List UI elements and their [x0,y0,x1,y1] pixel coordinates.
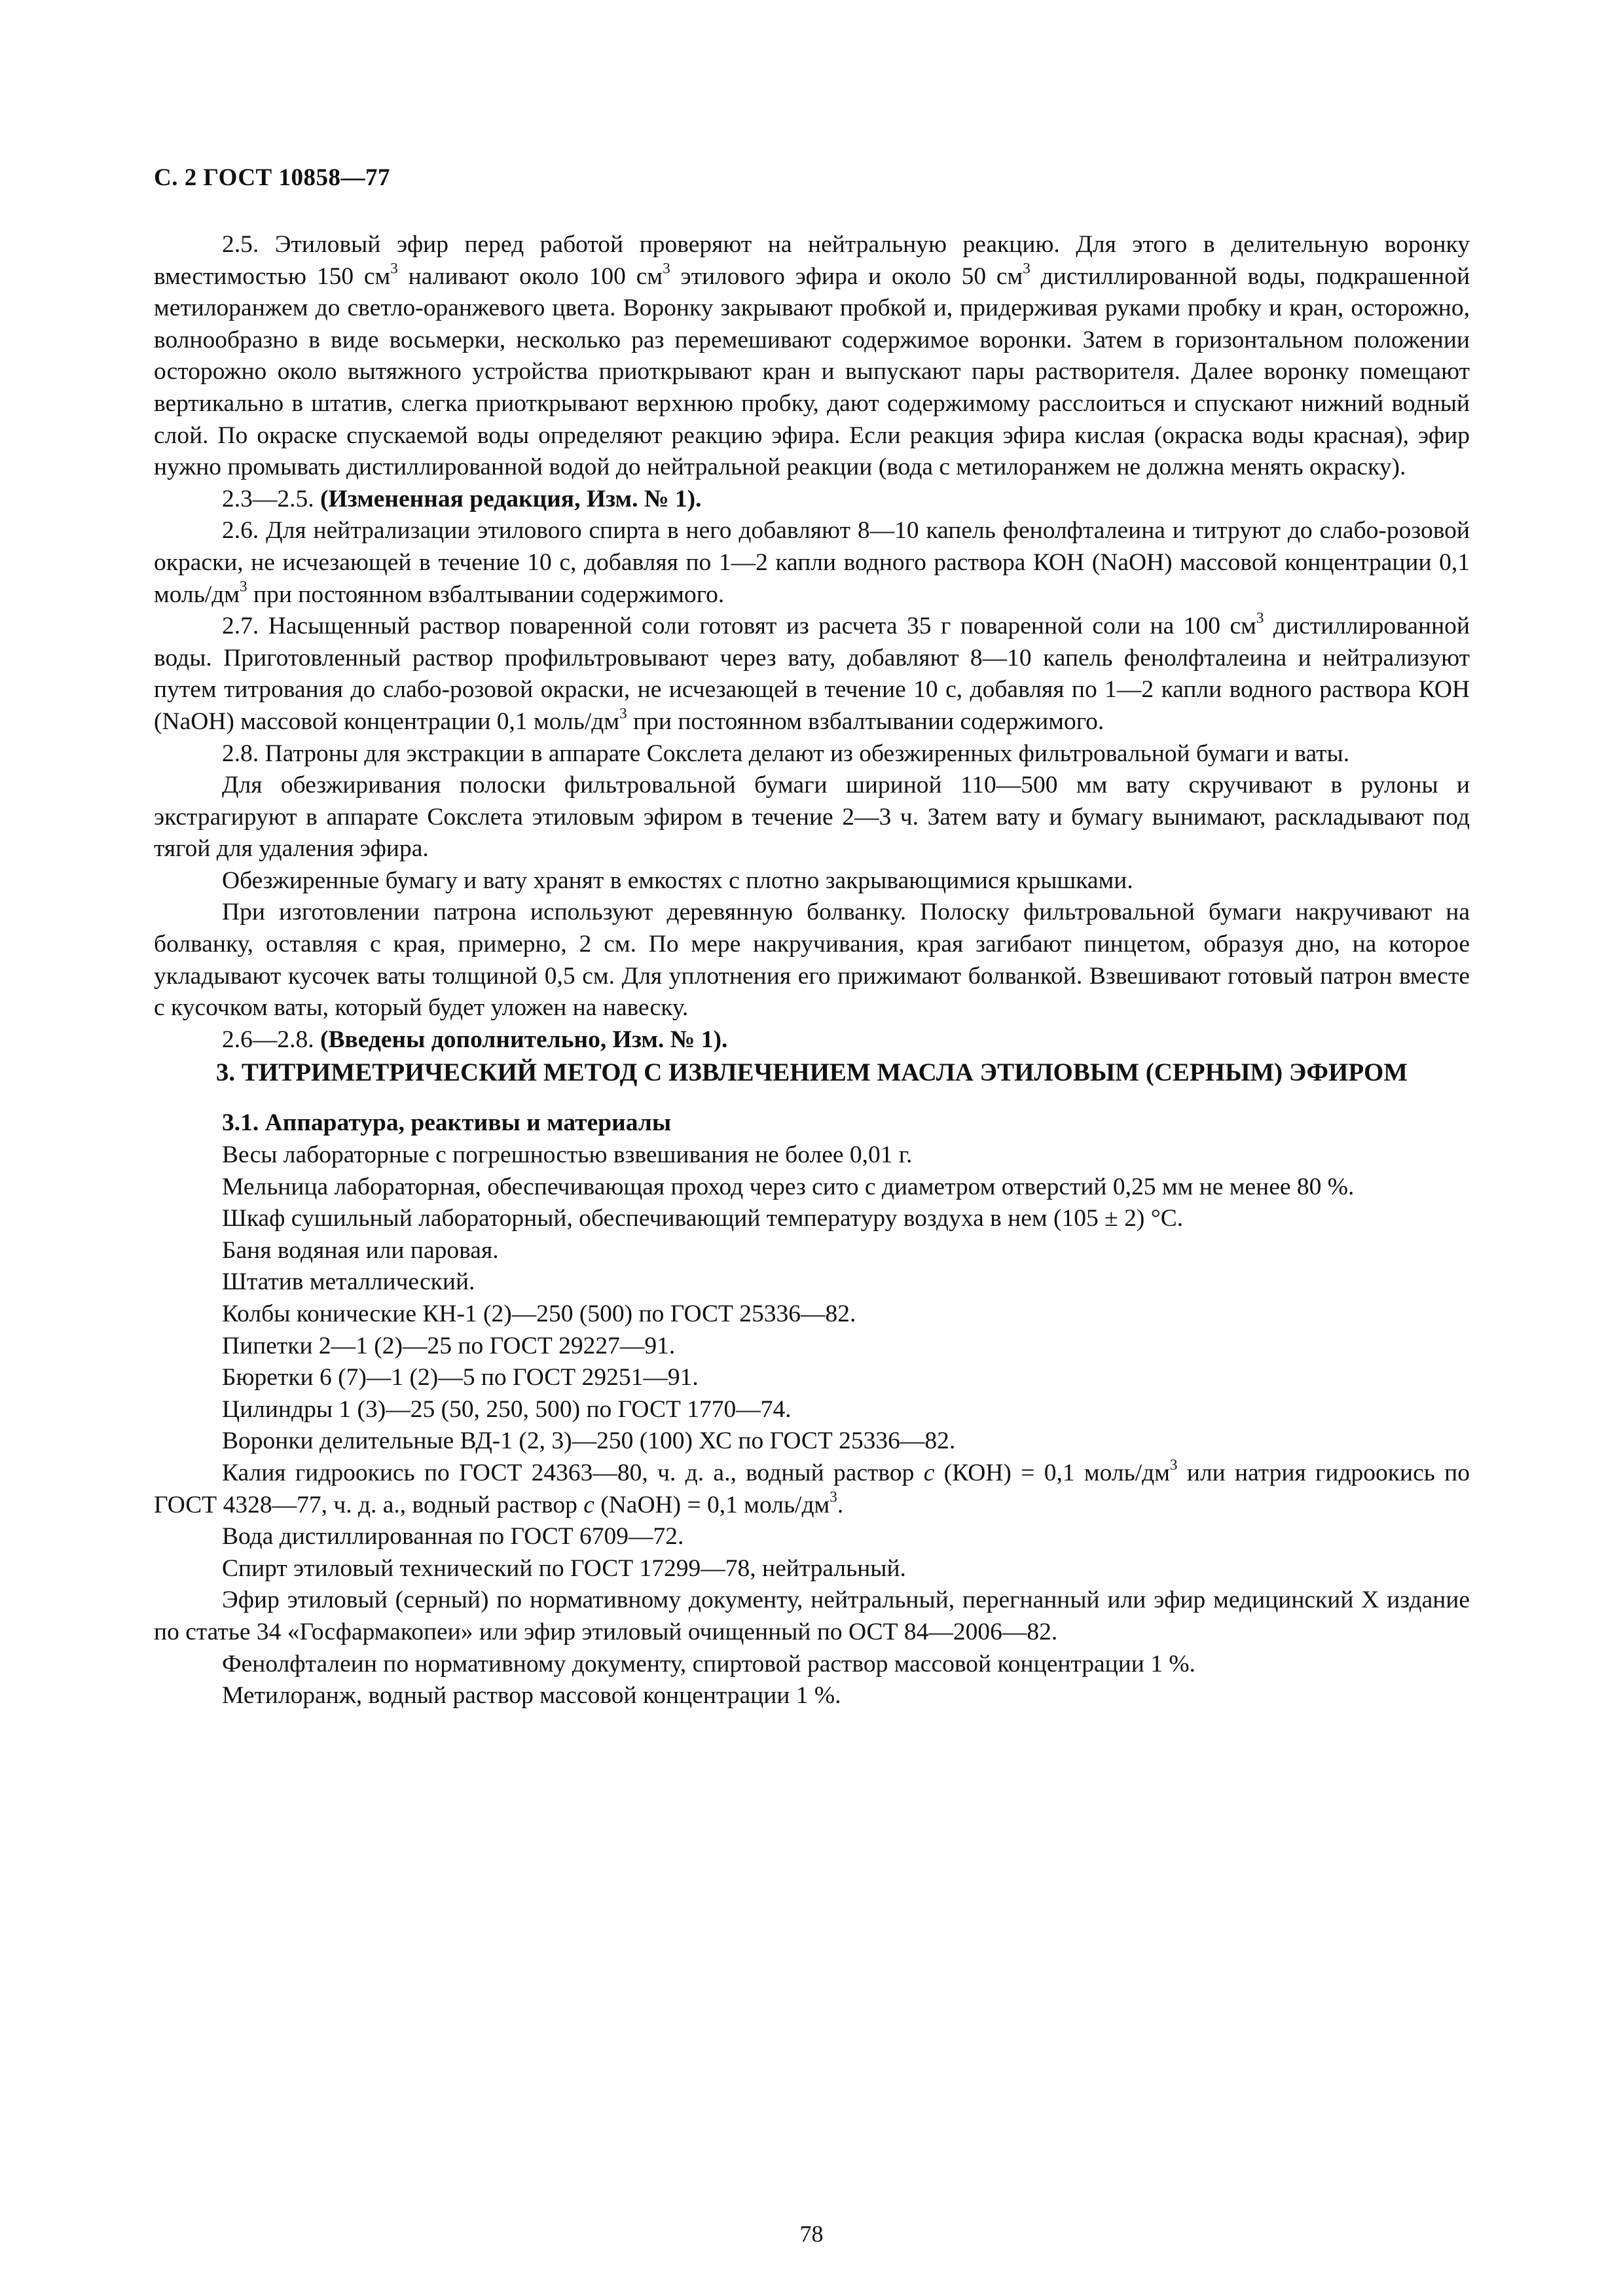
document-body [154,229,1470,1712]
list-item: Штатив металлический. [222,1268,475,1296]
list-item: Эфир этиловый (серный) по нормативному документу, нейтральный, перегнанный или эфир медицинский X издание по статье 34 «Госфармакопеи» или эфир этиловый очищенный по ОСТ 84—2006—82. [154,1587,1470,1645]
paragraph-2-8: 2.8. Патроны для экстракции в аппарате Сокслета делают из обезжиренных фильтровальной бумаги и ваты. [222,740,1350,767]
list-item: Бюретки 6 (7)—1 (2)—5 по ГОСТ 29251—91. [222,1364,699,1391]
list-item: Спирт этиловый технический по ГОСТ 17299—78, нейтральный. [222,1554,906,1582]
list-item: Цилиндры 1 (3)—25 (50, 250, 500) по ГОСТ 1770—74. [222,1395,792,1423]
list-item: Пипетки 2—1 (2)—25 по ГОСТ 29227—91. [222,1332,676,1359]
subsection-title: 3.1. Аппаратура, реактивы и материалы [222,1109,672,1137]
list-item: Вода дистиллированная по ГОСТ 6709—72. [222,1523,684,1551]
page-number: 78 [799,2221,824,2247]
list-item: Метилоранж, водный раствор массовой концентрации 1 %. [222,1682,841,1710]
list-item: Весы лабораторные с погрешностью взвешивания не более 0,01 г. [222,1141,913,1169]
list-item: Колбы конические КН-1 (2)—250 (500) по ГОСТ 25336—82. [222,1300,856,1327]
paragraph-2-8-cartridge: При изготовлении патрона используют деревянную болванку. Полоску фильтровальной бумаги накручивают на болванку, оставляя с края, примерно, 2 см. По мере накручивания, края загибают пинцетом, образуя дно, на которое укладывают кусочек ваты толщиной 0,5 см. Для уплотнения его прижимают болванкой. Взвешивают готовый патрон вместе с кусочком ваты, который будет уложен на навеску. [154,899,1470,1022]
paragraph-2-7: 2.7. Насыщенный раствор поваренной соли готовят из расчета 35 г поваренной соли на 100 $см^3$ дистиллированной воды. Приготовленный раствор профильтровывают через вату, добавляют 8—10 капель фенолфталеина и нейтрализуют путем титрования до слабо-розовой окраски, не исчезающей в течение 10 с, добавляя по 1—2 капли водного раствора КОН (NaOH) массовой концентрации 0,1 моль/$дм^3$ при постоянном взбалтывании содержимого. [154,609,1470,735]
amendment-note: 2.3—2.5. (Измененная редакция, Изм. № 1). [222,485,702,512]
amendment-note: 2.6—2.8. (Введены дополнительно, Изм. № 1). [222,1026,728,1053]
list-item: Баня водяная или паровая. [222,1236,499,1264]
paragraph-2-8-storage: Обезжиренные бумагу и вату хранят в емкостях с плотно закрывающимися крышками. [222,867,1133,894]
list-item: Шкаф сушильный лабораторный, обеспечивающий температуру воздуха в нем (105 ± 2) °С. [222,1205,1184,1232]
list-item: Мельница лабораторная, обеспечивающая проход через сито с диаметром отверстий 0,25 мм не менее 80 %. [222,1173,1355,1200]
list-item: Фенолфталеин по нормативному документу, спиртовой раствор массовой концентрации 1 %. [222,1650,1195,1677]
paragraph-2-5: 2.5. Этиловый эфир перед работой проверяют на нейтральную реакцию. Для этого в делительную воронку вместимостью 150 $см^3$ наливают около 100 $см^3$ этилового эфира и около 50 $см^3$ дистиллированной воды, подкрашенной метилоранжем до светло-оранжевого цвета. Воронку закрывают пробкой и, придерживая руками пробку и кран, осторожно, волнообразно в виде восьмерки, несколько раз перемешивают содержимое воронки. Затем в горизонтальном положении осторожно около вытяжного устройства приоткрывают кран и выпускают пары растворителя. Далее воронку помещают вертикально в штатив, слегка приоткрывают верхнюю пробку, дают содержимому расслоиться и спускают нижний водный слой. По окраске спускаемой воды определяют реакцию эфира. Если реакция эфира кислая (окраска воды красная), эфир нужно промывать дистиллированной водой до нейтральной реакции (вода с метилоранжем не должна менять окраску). [154,231,1470,481]
section-title: 3. ТИТРИМЕТРИЧЕСКИЙ МЕТОД С ИЗВЛЕЧЕНИЕМ МАСЛА ЭТИЛОВЫМ (СЕРНЫМ) ЭФИРОМ [215,1058,1408,1087]
list-item: Калия гидроокись по ГОСТ 24363—80, ч. д. а., водный раствор c (КОН) = 0,1 моль/$дм^3$ или натрия гидроокись по ГОСТ 4328—77, ч. д. а., водный раствор c (NaOH) = 0,1 моль/$дм^3$. [154,1456,1470,1518]
list-item: Воронки делительные ВД-1 (2, 3)—250 (100) ХС по ГОСТ 25336—82. [222,1427,956,1455]
paragraph-2-6: 2.6. Для нейтрализации этилового спирта в него добавляют 8—10 капель фенолфталеина и титруют до слабо-розовой окраски, не исчезающей в течение 10 с, добавляя по 1—2 капли водного раствора КОН (NaOH) массовой концентрации 0,1 моль/$дм^3$ при постоянном взбалтывании содержимого. [154,517,1470,608]
paragraph-2-8-degreasing: Для обезжиривания полоски фильтровальной бумаги шириной 110—500 мм вату скручивают в рулоны и экстрагируют в аппарате Сокслета этиловым эфиром в течение 2—3 ч. Затем вату и бумагу вынимают, раскладывают под тягой для удаления эфира. [154,772,1470,863]
running-head: С. 2 ГОСТ 10858—77 [154,164,390,191]
